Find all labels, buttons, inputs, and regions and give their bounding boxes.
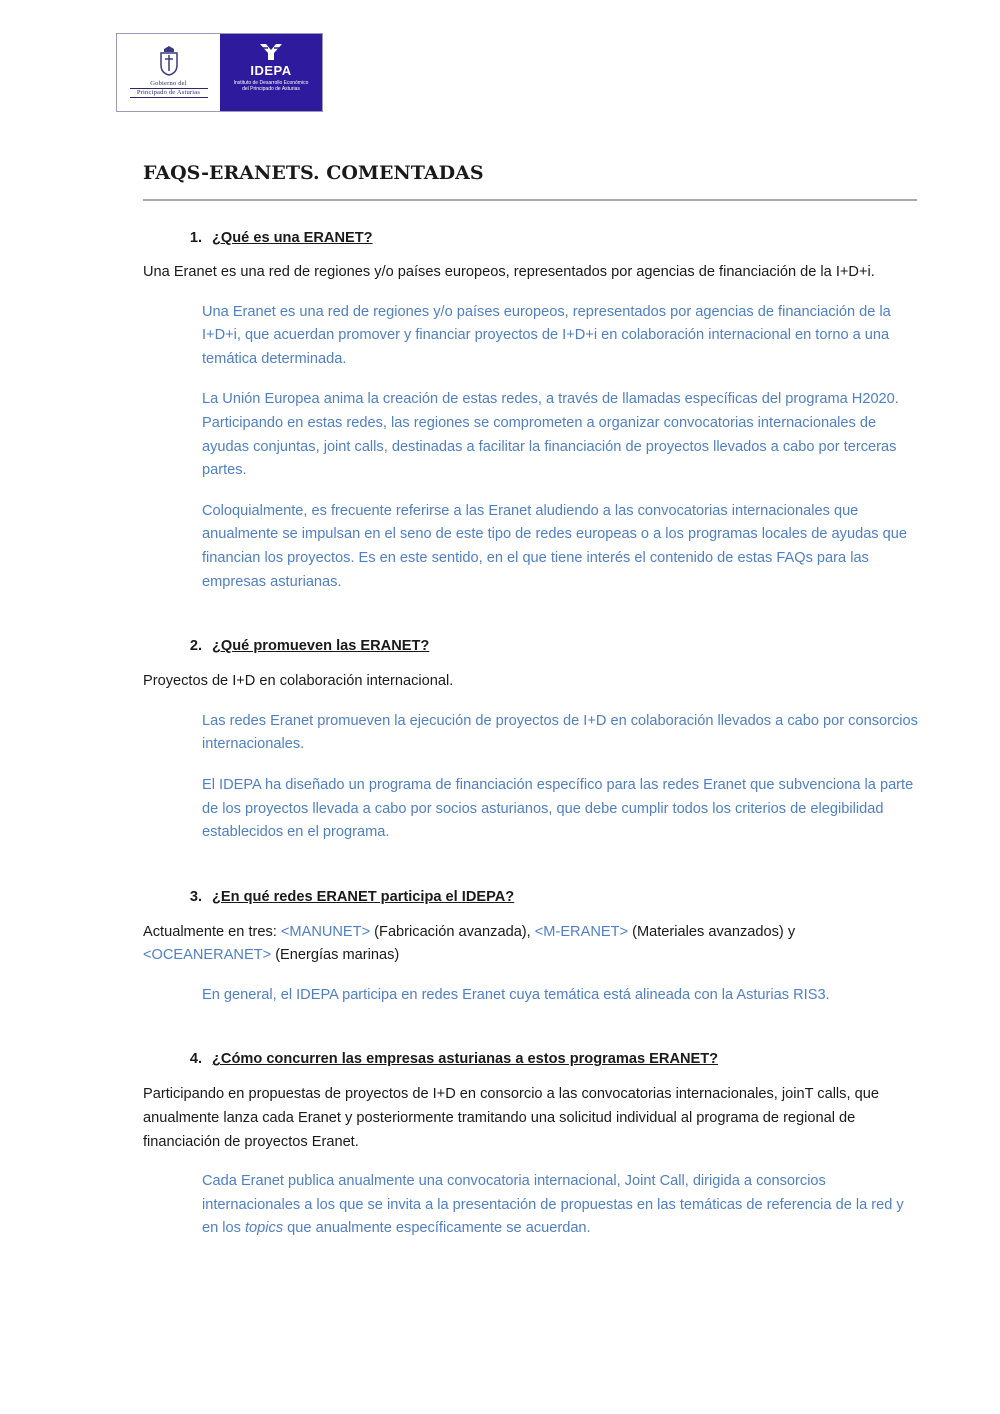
faq-question-text-4: ¿Cómo concurren las empresas asturianas a estos programas ERANET? bbox=[212, 1051, 719, 1068]
page-title: FAQS-ERANETS. COMENTADAS bbox=[143, 162, 484, 184]
title-divider bbox=[143, 199, 917, 201]
faq-comment-3-1: En general, el IDEPA participa en redes Eranet cuya temática está alineada con la Asturias RIS3. bbox=[202, 986, 830, 1003]
faq-answer-2: Proyectos de I+D en colaboración internacional. bbox=[143, 673, 454, 690]
faq-answer-1: Una Eranet es una red de regiones y/o países europeos, representados por agencias de financiación de la I+D+i. bbox=[143, 264, 875, 280]
faq-comment-1-2: La Unión Europea anima la creación de estas redes, a través de llamadas específicas del programa H2020. Participando en estas redes, las regiones se comprometen a organizar convocatorias internacionales de ayudas conjuntas, joint calls, destinadas a facilitar la financiación de proyectos llevados a cabo por terceras partes. bbox=[202, 391, 899, 479]
faq-question-1 bbox=[143, 226, 918, 250]
manunet-link[interactable]: <MANUNET> bbox=[280, 923, 371, 940]
faq-answer-3 bbox=[143, 921, 918, 968]
comment-4-text-1: Cada Eranet publica anualmente una convocatoria internacional, Joint Call, dirigida a consorcios internacionales a los que se invita a la presentación de propuestas en las temáticas de referencia de la red y en los bbox=[202, 1173, 904, 1237]
faq-number-2: 2. bbox=[189, 638, 202, 655]
idepa-sub-line-2: del Principado de Asturias bbox=[242, 86, 300, 92]
crest-icon bbox=[158, 46, 180, 76]
faq-question-3 bbox=[143, 885, 918, 909]
faq-number-3: 3. bbox=[189, 888, 202, 905]
faq-question-text-3: ¿En qué redes ERANET participa el IDEPA? bbox=[212, 888, 515, 905]
faq-comment-1-1: Una Eranet es una red de regiones y/o países europeos, representados por agencias de financiación de la I+D+i, que acuerdan promover y financiar proyectos de I+D+i en colaboración internacional en torno a una temática determinada. bbox=[202, 303, 891, 367]
idepa-name: IDEPA bbox=[250, 63, 292, 78]
idepa-logo bbox=[220, 34, 322, 111]
m-eranet-link[interactable]: <M-ERANET> bbox=[534, 923, 629, 940]
topics-emphasis: topics bbox=[245, 1220, 284, 1237]
gov-line-2: Principado de Asturias bbox=[130, 89, 208, 98]
comment-4-text-2: que anualmente específicamente se acuerdan. bbox=[283, 1220, 591, 1237]
gov-text bbox=[130, 80, 208, 98]
oceaneranet-link[interactable]: <OCEANERANET> bbox=[143, 947, 272, 964]
idepa-mark-icon bbox=[258, 42, 284, 62]
gov-line-1: Gobierno del bbox=[130, 80, 208, 89]
faq-comment-4-1 bbox=[202, 1170, 918, 1241]
faq-question-text-1: ¿Qué es una ERANET? bbox=[212, 230, 373, 246]
faq-answer-4: Participando en propuestas de proyectos de I+D en consorcio a las convocatorias internacionales, joinT calls, que anualmente lanza cada Eranet y posteriormente tramitando una solicitud individual al programa de regional de financiación de proyectos Eranet. bbox=[143, 1086, 879, 1150]
faq-document bbox=[143, 226, 918, 1241]
idepa-sub-line-1: Instituto de Desarrollo Económico bbox=[233, 80, 309, 86]
faq-question-text-2: ¿Qué promueven las ERANET? bbox=[212, 638, 430, 655]
idepa-subtitle bbox=[234, 80, 309, 92]
logo bbox=[116, 33, 323, 112]
answer-3-text-4: (Energías marinas) bbox=[271, 947, 400, 964]
faq-question-2 bbox=[143, 634, 918, 658]
faq-comment-2-1: Las redes Eranet promueven la ejecución de proyectos de I+D en colaboración llevados a cabo por consorcios internacionales. bbox=[202, 712, 918, 753]
gobierno-logo bbox=[117, 34, 220, 111]
faq-number-1: 1. bbox=[189, 230, 202, 246]
faq-question-4 bbox=[143, 1047, 918, 1071]
faq-comment-1-3: Coloquialmente, es frecuente referirse a las Eranet aludiendo a las convocatorias internacionales que anualmente se impulsan en el seno de este tipo de redes europeas o a los programas locales de ayudas que financian los proyectos. Es en este sentido, en el que tiene interés el contenido de estas FAQs para las empresas asturianas. bbox=[202, 502, 908, 590]
answer-3-text-3: (Materiales avanzados) y bbox=[628, 923, 796, 940]
answer-3-text-1: Actualmente en tres: bbox=[143, 923, 281, 940]
faq-number-4: 4. bbox=[189, 1051, 202, 1068]
faq-comment-2-2: El IDEPA ha diseñado un programa de financiación específico para las redes Eranet que subvenciona la parte de los proyectos llevada a cabo por socios asturianos, que debe cumplir todos los criterios de elegibilidad establecidos en el programa. bbox=[202, 776, 914, 841]
answer-3-text-2: (Fabricación avanzada), bbox=[370, 923, 535, 940]
